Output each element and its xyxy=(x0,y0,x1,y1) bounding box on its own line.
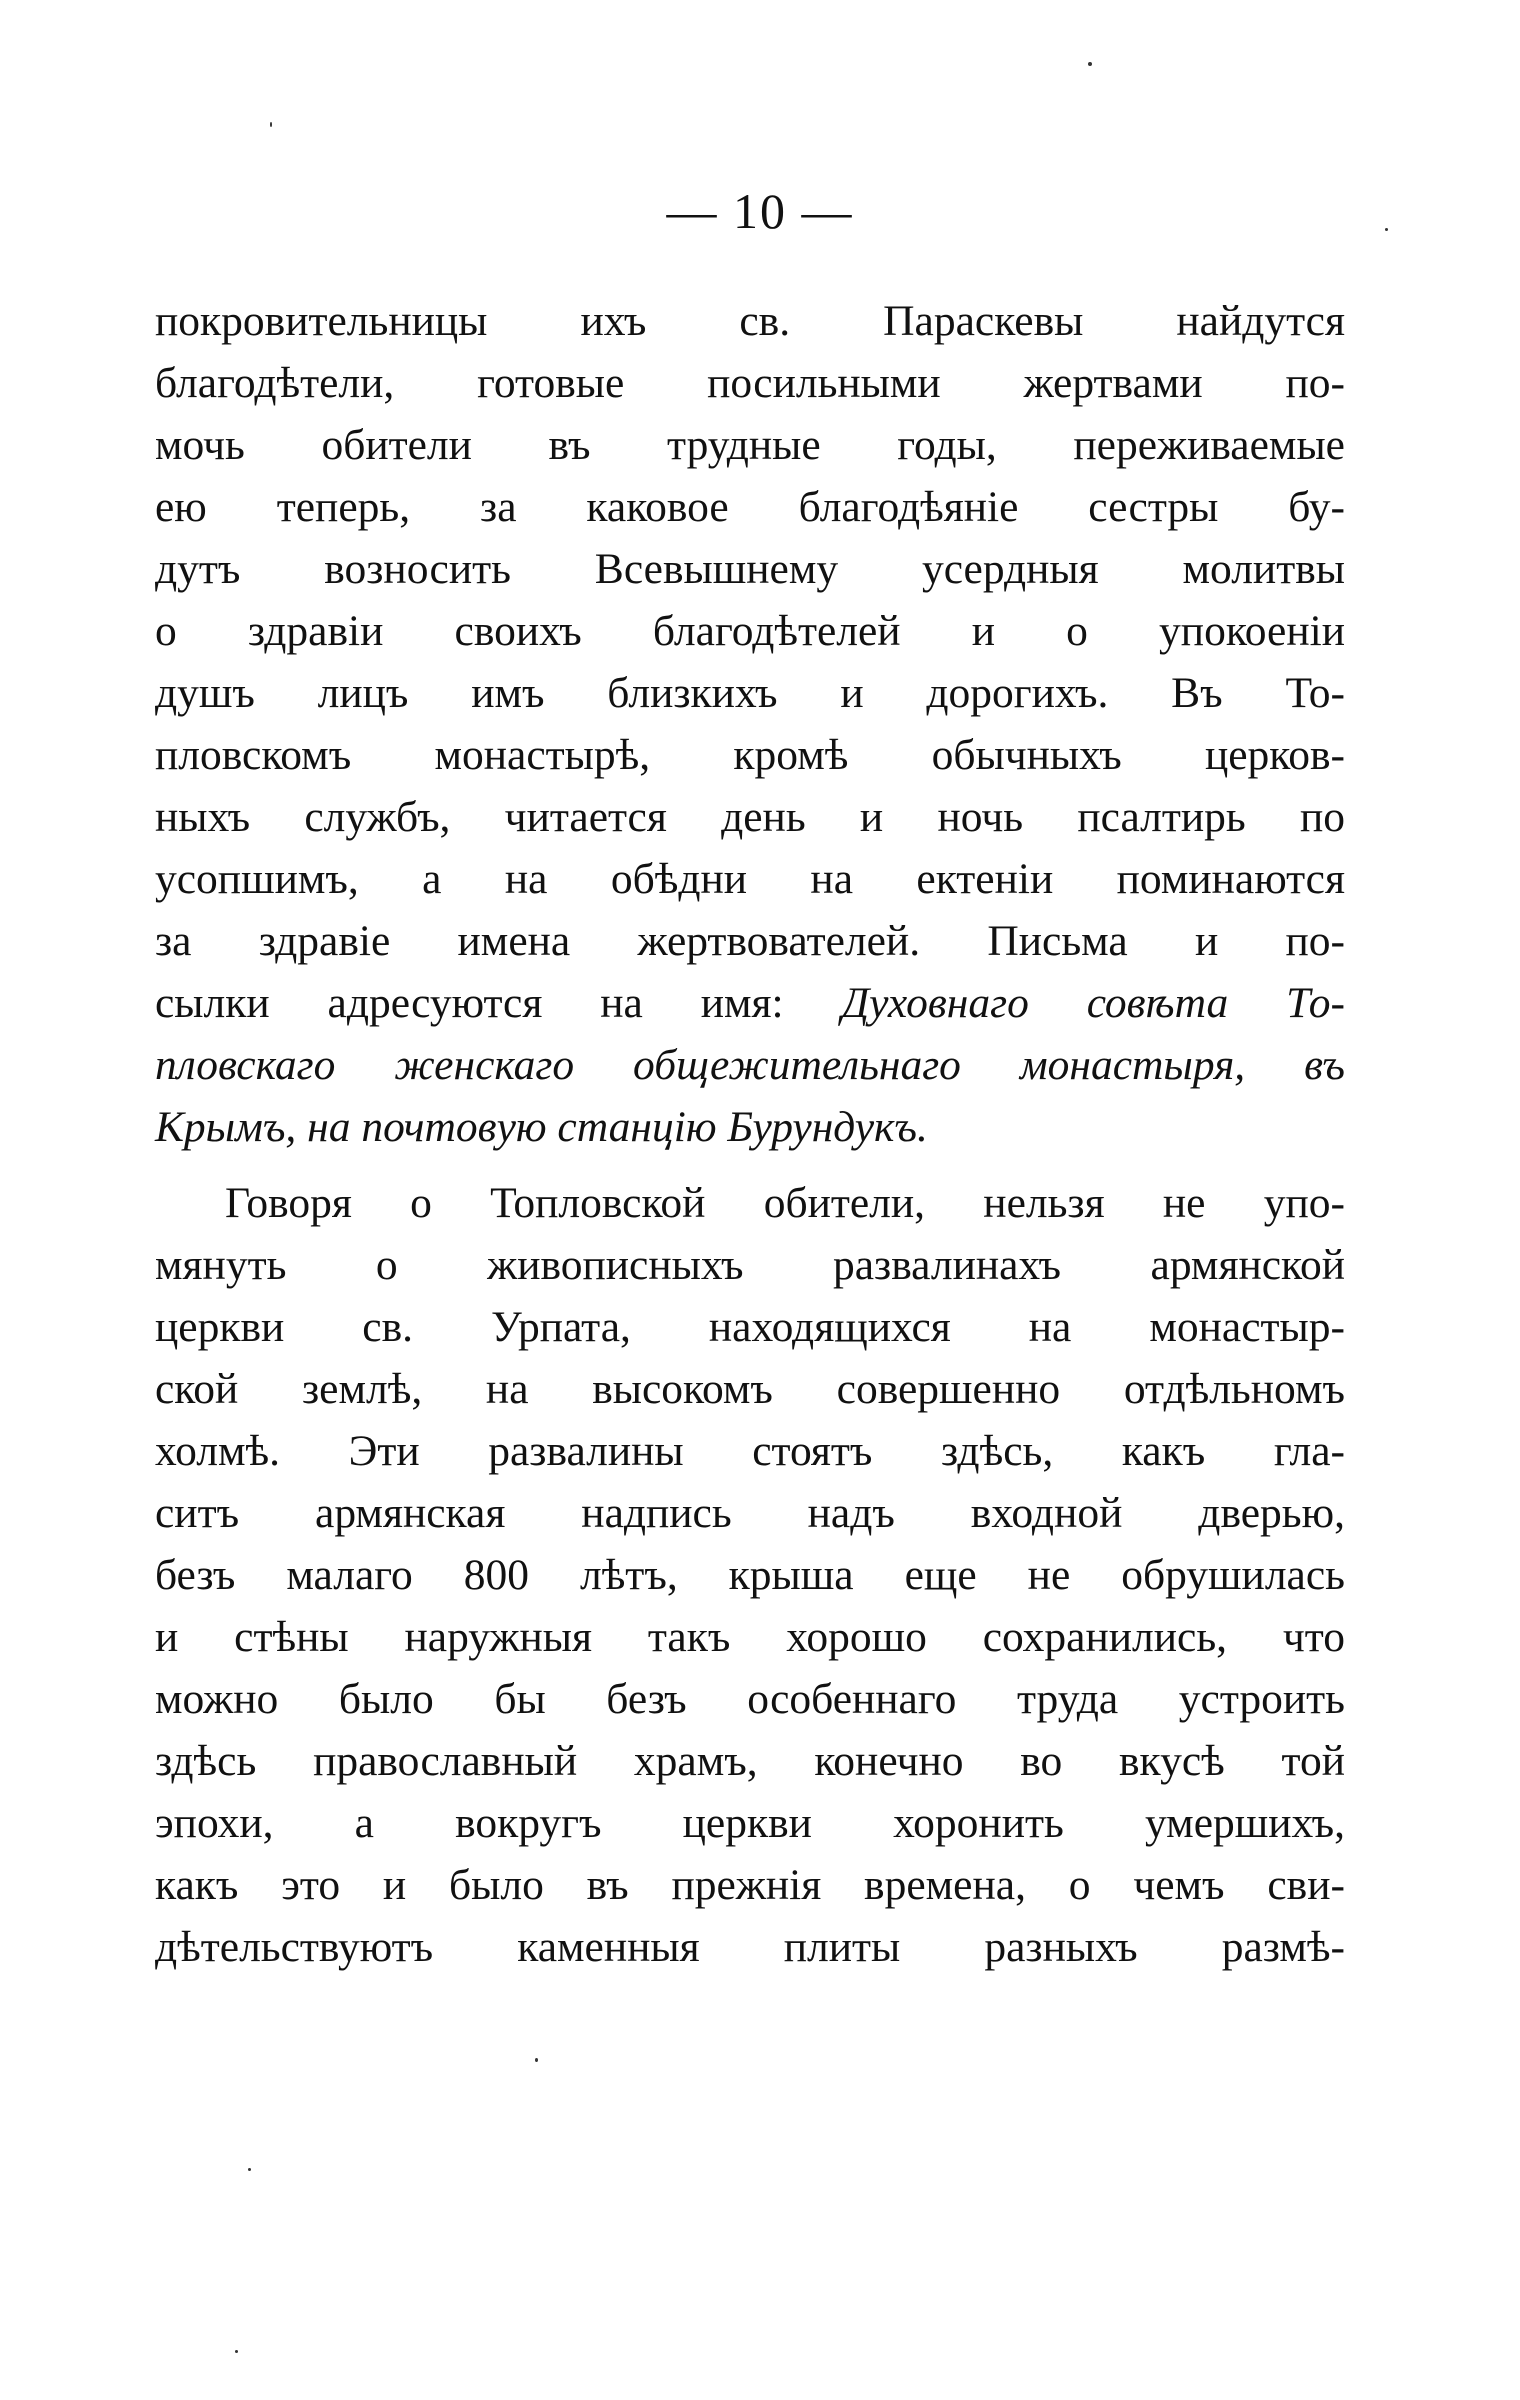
scan-speck xyxy=(270,122,272,127)
text-line: церкви св. Урпата, находящихся на монастыр- xyxy=(155,1303,1345,1351)
address-italic: Духовнаго совѣта То- xyxy=(841,979,1345,1027)
text-line: мянуть о живописныхъ развалинахъ армянской xyxy=(155,1241,1345,1289)
text-line: ныхъ службъ, читается день и ночь псалтирь по xyxy=(155,793,1345,841)
text-line: мочь обители въ трудные годы, переживаемые xyxy=(155,421,1345,469)
scan-speck xyxy=(1088,62,1092,66)
text-line: благодѣтели, готовые посильными жертвами по- xyxy=(155,359,1345,407)
text-line: дѣтельствуютъ каменныя плиты разныхъ размѣ- xyxy=(155,1923,1345,1971)
text-line: покровительницы ихъ св. Параскевы найдутся xyxy=(155,297,1345,345)
paragraph-2 xyxy=(155,1172,1345,1978)
address-italic-line: Крымъ, на почтовую станцію Бурундукъ. xyxy=(155,1103,928,1151)
text-line: за здравіе имена жертвователей. Письма и по- xyxy=(155,917,1345,965)
paragraph-gap xyxy=(155,1158,1345,1172)
address-italic-line: пловскаго женскаго общежительнаго монастыря, въ xyxy=(155,1041,1345,1089)
text-line-mixed xyxy=(155,972,1345,1034)
scan-speck xyxy=(535,2058,538,2062)
text-line: можно было бы безъ особеннаго труда устроить xyxy=(155,1675,1345,1723)
scan-speck xyxy=(248,2168,251,2171)
text-line: безъ малаго 800 лѣтъ, крыша еще не обрушилась xyxy=(155,1551,1345,1599)
text-line: ситъ армянская надпись надъ входной дверью, xyxy=(155,1489,1345,1537)
text-line: холмѣ. Эти развалины стоятъ здѣсь, какъ гла- xyxy=(155,1427,1345,1475)
text-plain: сылки адресуются на имя: xyxy=(155,979,784,1027)
body-text xyxy=(155,290,1345,1978)
scan-speck xyxy=(235,2350,238,2353)
text-line: какъ это и было въ прежнія времена, о чемъ сви- xyxy=(155,1861,1345,1909)
text-line: Говоря о Топловской обители, нельзя не упо- xyxy=(225,1179,1345,1227)
text-line: о здравіи своихъ благодѣтелей и о упокоеніи xyxy=(155,607,1345,655)
text-line: дутъ возносить Всевышнему усердныя молитвы xyxy=(155,545,1345,593)
text-line: ской землѣ, на высокомъ совершенно отдѣльномъ xyxy=(155,1365,1345,1413)
text-line: пловскомъ монастырѣ, кромѣ обычныхъ церков- xyxy=(155,731,1345,779)
text-line: усопшимъ, а на обѣдни на ектеніи поминаются xyxy=(155,855,1345,903)
text-line: душъ лицъ имъ близкихъ и дорогихъ. Въ То- xyxy=(155,669,1345,717)
text-line: ею теперь, за каковое благодѣяніе сестры бу- xyxy=(155,483,1345,531)
text-line: здѣсь православный храмъ, конечно во вкусѣ той xyxy=(155,1737,1345,1785)
page-number: — 10 — xyxy=(666,183,854,239)
text-line: и стѣны наружныя такъ хорошо сохранились, что xyxy=(155,1613,1345,1661)
scan-speck xyxy=(1385,228,1388,231)
paragraph-1 xyxy=(155,290,1345,1158)
text-line: эпохи, а вокругъ церкви хоронить умершихъ, xyxy=(155,1799,1345,1847)
